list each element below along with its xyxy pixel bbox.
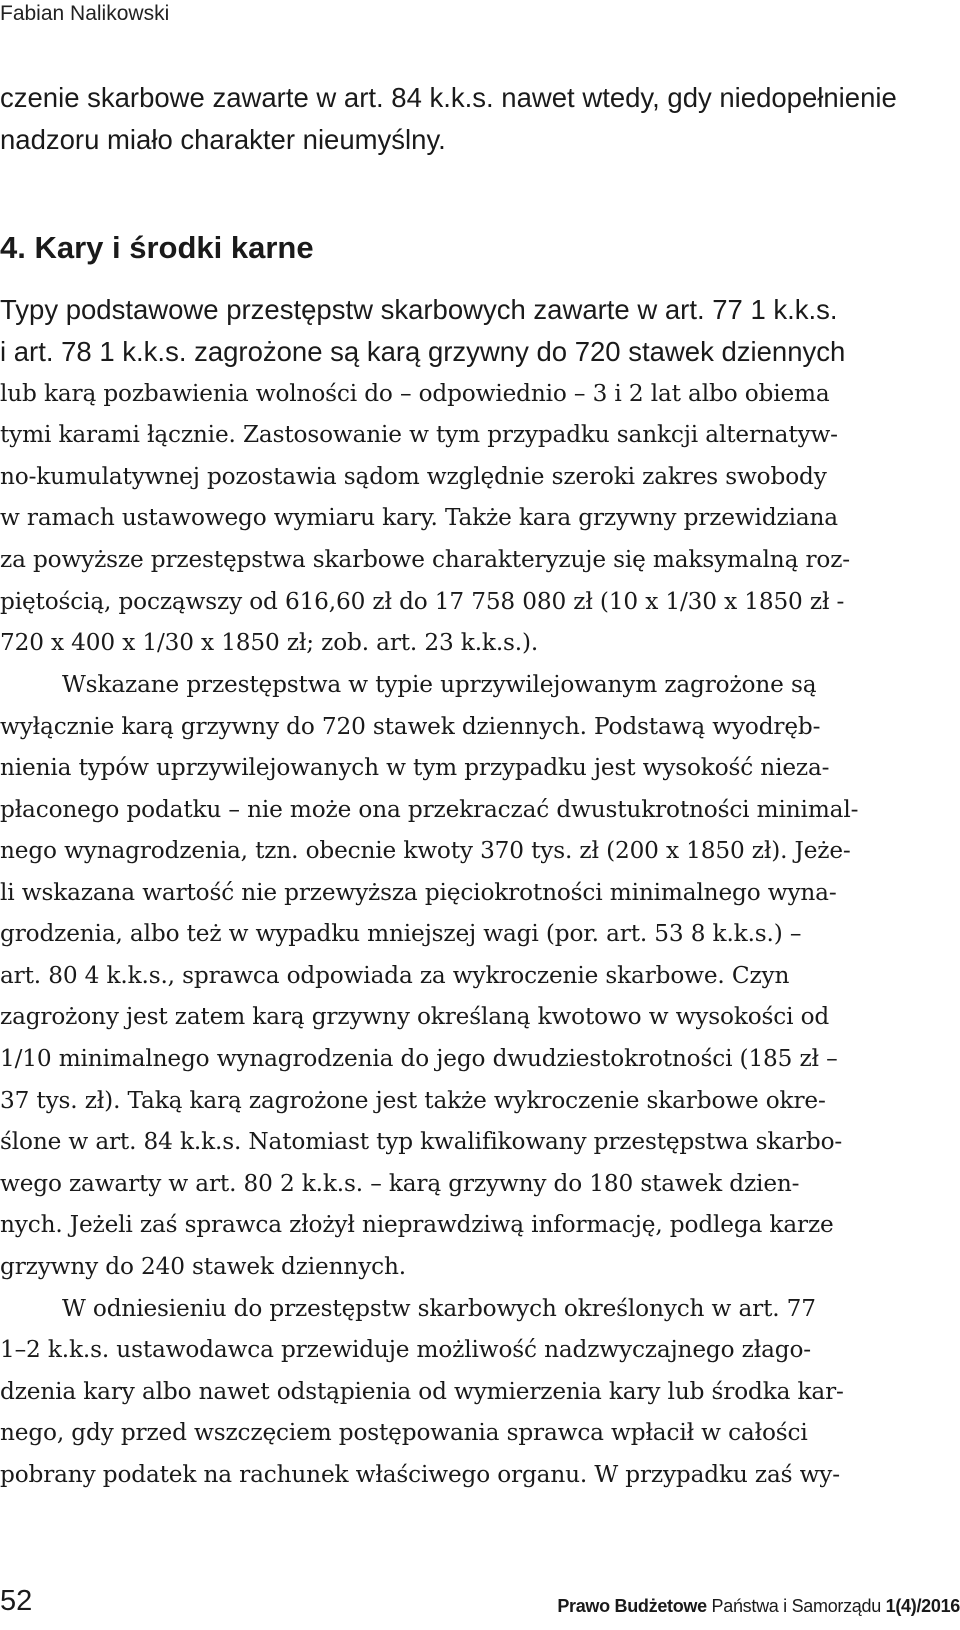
- body-line: grodzenia, albo też w wypadku mniejszej wagi (por. art. 53 8 k.k.s.) –: [0, 920, 802, 947]
- body-line: grzywny do 240 stawek dziennych.: [0, 1253, 406, 1280]
- body-line: wego zawarty w art. 80 2 k.k.s. – karą grzywny do 180 stawek dzien-: [0, 1170, 800, 1197]
- body-line: za powyższe przestępstwa skarbowe charakteryzuje się maksymalną roz-: [0, 546, 850, 573]
- journal-issue: 1(4)/2016: [885, 1596, 960, 1616]
- body-line: dzenia kary albo nawet odstąpienia od wymierzenia kary lub środka kar-: [0, 1378, 844, 1405]
- intro-line: nadzoru miało charakter nieumyślny.: [0, 124, 446, 155]
- body-line: 1/10 minimalnego wynagrodzenia do jego dwudziestokrotności (185 zł –: [0, 1045, 838, 1072]
- body-line: Wskazane przestępstwa w typie uprzywilejowanym zagrożone są: [62, 671, 817, 698]
- body-line: tymi karami łącznie. Zastosowanie w tym przypadku sankcji alternatyw-: [0, 421, 838, 448]
- body-line: 1–2 k.k.s. ustawodawca przewiduje możliwość nadzwyczajnego złago-: [0, 1336, 811, 1363]
- body-line: piętością, począwszy od 616,60 zł do 17 758 080 zł (10 x 1/30 x 1850 zł -: [0, 588, 845, 615]
- body-line: w ramach ustawowego wymiaru kary. Także kara grzywny przewidziana: [0, 504, 838, 531]
- body-line: nienia typów uprzywilejowanych w tym przypadku jest wysokość nieza-: [0, 754, 830, 781]
- body-line: Typy podstawowe przestępstw skarbowych zawarte w art. 77 1 k.k.s.: [0, 294, 838, 325]
- body-line: płaconego podatku – nie może ona przekraczać dwustukrotności minimal-: [0, 796, 859, 823]
- body-line: nego, gdy przed wszczęciem postępowania sprawca wpłacił w całości: [0, 1419, 808, 1446]
- intro-line: czenie skarbowe zawarte w art. 84 k.k.s. nawet wtedy, gdy niedopełnienie: [0, 82, 897, 113]
- body-line: 37 tys. zł). Taką karą zagrożone jest także wykroczenie skarbowe okre-: [0, 1087, 826, 1114]
- body-line: W odniesieniu do przestępstw skarbowych określonych w art. 77: [62, 1295, 816, 1322]
- page-number: 52: [0, 1585, 33, 1617]
- body-line: li wskazana wartość nie przewyższa pięciokrotności minimalnego wyna-: [0, 879, 837, 906]
- body-line: i art. 78 1 k.k.s. zagrożone są karą grzywny do 720 stawek dziennych: [0, 336, 846, 367]
- running-head: Fabian Nalikowski: [0, 2, 170, 25]
- body-line: no-kumulatywnej pozostawia sądom względnie szeroki zakres swobody: [0, 463, 827, 490]
- journal-footer: [557, 1596, 960, 1617]
- body-line: pobrany podatek na rachunek właściwego organu. W przypadku zaś wy-: [0, 1461, 840, 1488]
- body-line: nego wynagrodzenia, tzn. obecnie kwoty 370 tys. zł (200 x 1850 zł). Jeże-: [0, 837, 851, 864]
- body-line: ślone w art. 84 k.k.s. Natomiast typ kwalifikowany przestępstwa skarbo-: [0, 1128, 843, 1155]
- journal-subtitle: Państwa i Samorządu: [711, 1596, 881, 1616]
- body-line: 720 x 400 x 1/30 x 1850 zł; zob. art. 23 k.k.s.).: [0, 629, 539, 656]
- section-heading: 4. Kary i środki karne: [0, 230, 314, 265]
- body-line: zagrożony jest zatem karą grzywny określaną kwotowo w wysokości od: [0, 1003, 830, 1030]
- body-line: nych. Jeżeli zaś sprawca złożył nieprawdziwą informację, podlega karze: [0, 1211, 834, 1238]
- journal-title: Prawo Budżetowe: [557, 1596, 707, 1616]
- body-line: art. 80 4 k.k.s., sprawca odpowiada za wykroczenie skarbowe. Czyn: [0, 962, 790, 989]
- body-line: wyłącznie karą grzywny do 720 stawek dziennych. Podstawą wyodręb-: [0, 713, 821, 740]
- body-line: lub karą pozbawienia wolności do – odpowiednio – 3 i 2 lat albo obiema: [0, 380, 830, 407]
